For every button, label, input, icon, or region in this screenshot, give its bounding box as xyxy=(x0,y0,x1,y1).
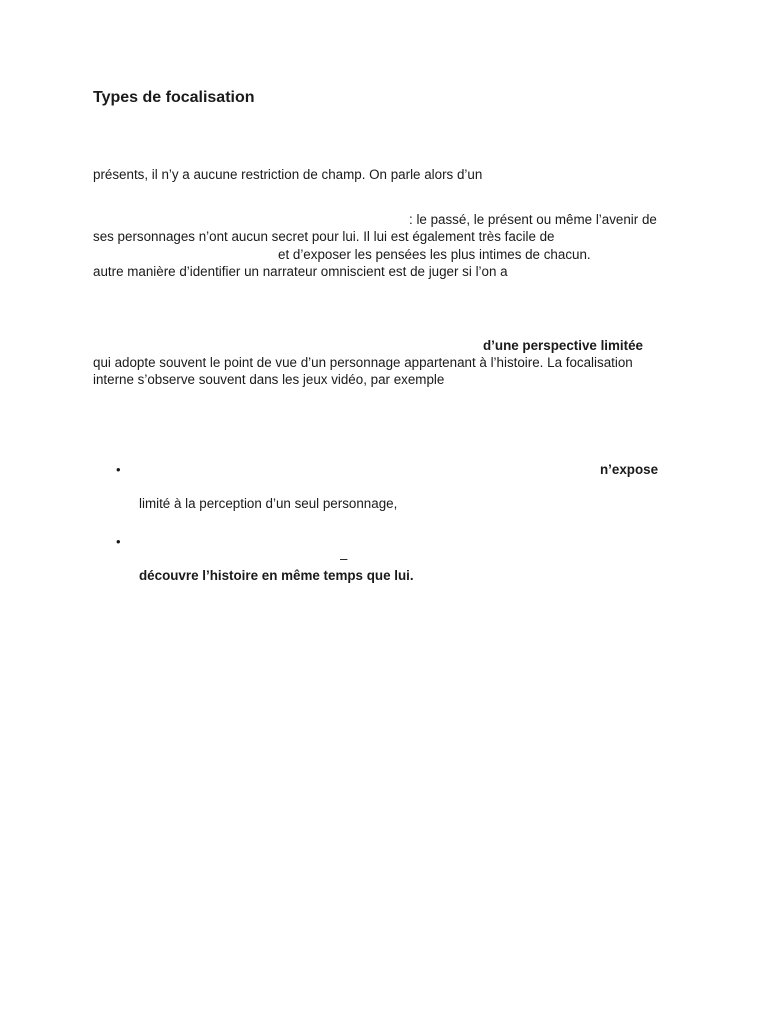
list-item-1-bold-phrase: n’expose xyxy=(600,462,659,477)
page-title: Types de focalisation xyxy=(93,89,255,106)
paragraph-2-line-1: : le passé, le présent ou même l’avenir de xyxy=(409,212,657,227)
paragraph-3-line-2: qui adopte souvent le point de vue d’un personnage appartenant à l’histoire. La focalisation xyxy=(93,355,633,370)
list-item-1-bullet: • xyxy=(116,462,121,477)
list-item-2-dash: – xyxy=(340,551,348,566)
paragraph-3-bold-phrase: d’une perspective limitée xyxy=(483,338,644,353)
paragraph-2-line-3: et d’exposer les pensées les plus intimes de chacun. xyxy=(278,247,591,262)
paragraph-2-line-2: ses personnages n’ont aucun secret pour lui. Il lui est également très facile de xyxy=(93,229,555,244)
paragraph-2-line-4: autre manière d’identifier un narrateur omniscient est de juger si l’on a xyxy=(93,264,508,279)
list-item-2-bullet: • xyxy=(116,534,121,549)
list-item-1-line-2: limité à la perception d’un seul personnage, xyxy=(139,496,398,511)
list-item-2-bold-line: découvre l’histoire en même temps que lui. xyxy=(139,568,414,583)
paragraph-3-line-3: interne s’observe souvent dans les jeux vidéo, par exemple xyxy=(93,372,445,387)
paragraph-1-line-1: présents, il n’y a aucune restriction de champ. On parle alors d’un xyxy=(93,167,483,182)
